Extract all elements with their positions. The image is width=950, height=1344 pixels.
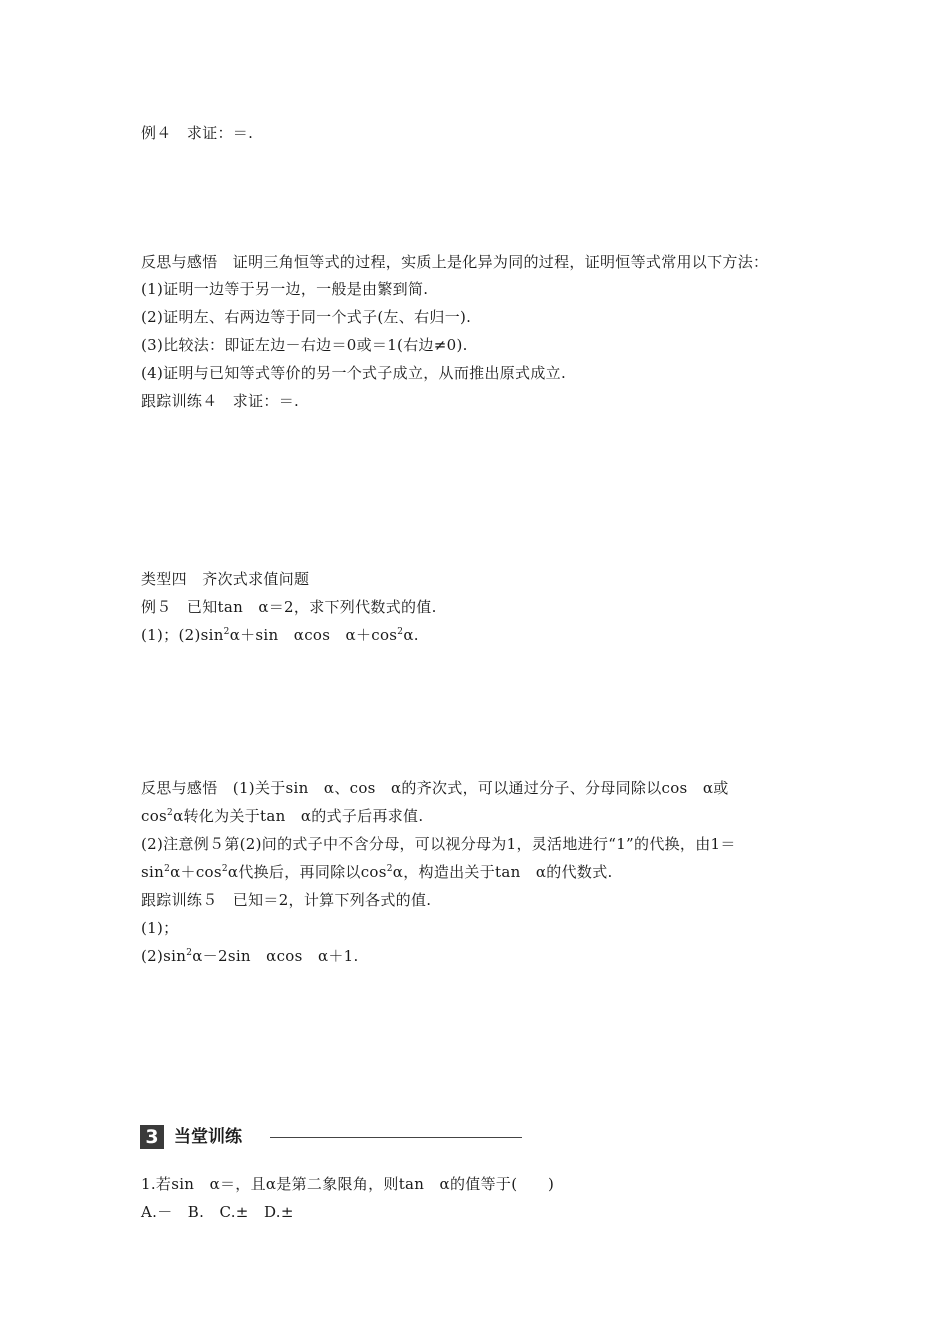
reflection-2-line-1: 反思与感悟 (1)关于sin α、cos α的齐次式，可以通过分子、分母同除以cos α或: [141, 779, 729, 797]
exercise-question-1: 1.若sin α＝，且α是第二象限角，则tan α的值等于( ): [141, 1175, 555, 1193]
method-4: (4)证明与已知等式等价的另一个式子成立，从而推出原式成立.: [141, 364, 567, 382]
tracking-5-part-1: (1)；: [141, 919, 179, 937]
example-5: 例５ 已知tan α＝2，求下列代数式的值.: [141, 598, 437, 616]
method-1: (1)证明一边等于另一边，一般是由繁到简.: [141, 280, 429, 298]
exercise-choices: A.－ B. C.± D.±: [141, 1203, 294, 1221]
type-4-heading: 类型四 齐次式求值问题: [141, 570, 310, 588]
example-5-parts: (1)；$(2)\sin^2\alpha+\sin$ αcos $\alpha+\cos^2\alpha$.: [141, 626, 419, 644]
tracking-exercise-5: 跟踪训练５ 已知＝2，计算下列各式的值.: [141, 891, 432, 909]
example-4: 例４ 求证：＝.: [141, 124, 254, 142]
section-number-badge: 3: [140, 1125, 164, 1149]
tracking-exercise-4: 跟踪训练４ 求证：＝.: [141, 392, 300, 410]
method-3: (3)比较法：即证左边－右边＝0或＝1(右边≠0).: [141, 336, 468, 354]
reflection-2-line-2: $\cos^2\alpha$转化为关于tan α的式子后再求值.: [141, 807, 424, 825]
section-header: [140, 1125, 522, 1149]
section-divider: [270, 1137, 522, 1138]
reflection-2-line-4: $\sin^2\alpha+\cos^2\alpha$代换后，再同除以$\cos^2\alpha$，构造出关于tan α的代数式.: [141, 863, 613, 881]
section-title: 当堂训练: [174, 1127, 242, 1147]
reflection-heading: 反思与感悟 证明三角恒等式的过程，实质上是化异为同的过程，证明恒等式常用以下方法：: [141, 253, 769, 271]
method-2: (2)证明左、右两边等于同一个式子(左、右归一).: [141, 308, 472, 326]
reflection-2-line-3: (2)注意例５第(2)问的式子中不含分母，可以视分母为1，灵活地进行“1”的代换，由1＝: [141, 835, 736, 853]
tracking-5-part-2: $(2)\sin^2\alpha-2\sin$ αcos α＋1.: [141, 947, 359, 965]
